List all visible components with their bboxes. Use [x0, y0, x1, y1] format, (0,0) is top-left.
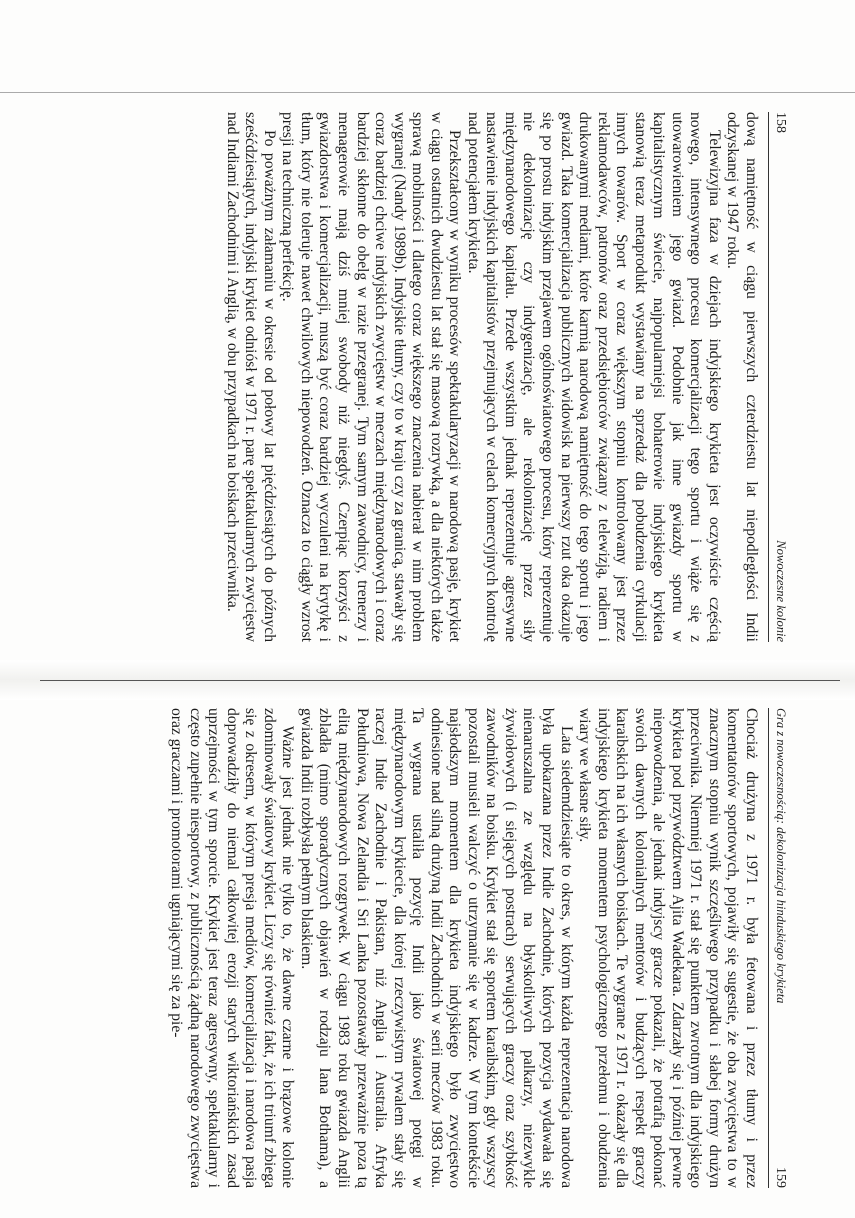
running-header: [768, 708, 788, 1188]
scan-edge-line: [0, 92, 855, 93]
paragraph: dową namiętność w ciągu pierwszych czterdziestu lat niepodległości Indii odzyskanej w 1947 roku.: [724, 112, 760, 642]
page-body: [167, 708, 761, 1188]
running-title: Gra z nowoczesnością: dekolonizacja hinduskiego krykieta: [774, 708, 788, 1004]
page-divider-line: [40, 680, 840, 681]
left-page: [48, 112, 788, 642]
paragraph: Telewizyjna faza w dziejach indyjskiego krykieta jest oczywiście częścią nowego, intensywnego procesu komercjalizacji tego sportu i wiąże się z utowarowieniem jego gwiazd. Podobnie jak inne gwiazdy sportu w kapitalistycznym świecie, najpopularniejsi bohaterowie indyjskiego krykieta stanowią teraz metaprodukt wystawiany na sprzedaż dla pobudzenia cyrkulacji innych towarów. Sport w coraz większym stopniu kontrolowany jest przez reklamodawców, patronów oraz przedsiębiorców związany z telewizją, radiem i drukowanymi mediami, które karmią narodową namiętność do tego sportu i jego gwiazd. Taka komercjalizacja publicznych widowisk na pierwszy rzut oka okazuje się po prostu indyjskim przejawem ogólnoświatowego procesu, który reprezentuje nie dekolonizację czy indygenizację, ale rekolonizację przez siły międzynarodowego kapitału. Przede wszystkim jednak reprezentuje agresywne nastawienie indyjskich kapitalistów przejmujących w celach komercyjnych kontrolę nad potencjałem krykieta.: [464, 112, 723, 642]
right-page: [48, 708, 788, 1188]
page-number: 158: [773, 112, 788, 133]
paragraph: Ważne jest jednak nie tylko to, że dawne czarne i brązowe kolonie zdominowały światowy krykiet. Liczy się również fakt, że ich triumf zbiega się z okresem, w którym presja mediów, komercjalizacja i narodowa pasja doprowadziły do niemal całkowitej erozji starych wiktoriańskich zasad uprzejmości w tym sporcie. Krykiet jest teraz agresywny, spektakularny i często zupełnie niesportowy, z publicznością żądną narodowego zwycięstwa oraz graczami i promotorami ugniającymi się za pie-: [168, 708, 297, 1188]
paragraph: Chociaż drużyna z 1971 r. była fetowana i przez tłumy i przez komentatorów sportowych, pojawiły się sugestie, że oba zwycięstwa to w znacznym stopniu wynik szczęśliwego przypadku i słabej formy drużyn przeciwnika. Niemniej 1971 r. stał się punktem zwrotnym dla indyjskiego krykieta pod przywództwem Ajita Wadekara. Zdarzały się i później pewne niepowodzenia, ale jednak indyjscy gracze pokazali, że potrafią pokonać swoich dawnych kolonialnych mentorów i budzących respekt graczy karaibskich na ich własnych boiskach. Te wygrane z 1971 r. okazały się dla indyjskiego krykieta momentem psychologicznego przełomu i obudzenia wiary we własne siły.: [576, 708, 760, 1188]
paragraph: Lata siedemdziesiąte to okres, w którym każda reprezentacja narodowa była upokarzana przez Indie Zachodnie, których pozycja wydawała się nienaruszalna ze względu na błyskotliwych palkarzy, niezwykle żywiołowych (i siejących postrach) serwujących graczy oraz szybkość zawodników na boisku. Krykiet stał się sportem karaibskim, gdy wszyscy pozostali musieli walczyć o utrzymanie się w kadrze. W tym kontekście najsłodszym momentem dla krykieta indyjskiego było zwycięstwo odniesione nad silną drużyną Indii Zachodnich w serii meczów 1983 roku. Ta wygrana ustaliła pozycję Indii jako światowej potęgi w międzynarodowym krykiecie, dla której rzeczywistym rywalem stały się raczej Indie Zachodnie i Pakistan, niż Anglia i Australia. Afryka Południowa, Nowa Zelandia i Sri Lanka pozostawały przeważnie poza tą elitą międzynarodowych rozgrywek. W ciągu 1983 roku gwiazda Anglii zbladła (mimo sporadycznych objawień w rodzaju Iana Bothama), a gwiazda Indii rozbłysła pełnym blaskiem.: [297, 708, 575, 1188]
paragraph: Przekształcony w wyniku procesów spektakularyzacji w narodową pasję, krykiet w ciągu ostatnich dwudziestu lat stał się masową rozrywką, a dla niektórych także sprawą mobilności i dlatego coraz większego znaczenia nabierał w nim problem wygranej (Nandy 1989b). Indyjskie tłumy, czy to w kraju czy za granicą, stawały się coraz bardziej chciwe indyjskich zwycięstw w meczach międzynarodowych i coraz bardziej skłonne do obelg w razie przegranej. Tym samym zawodnicy, trenerzy i menagerowie mają dziś mniej swobody niż niegdyś. Czerpiąc korzyści z gwiazdorstwa i komercjalizacji, muszą być coraz bardziej wyczuleni na krytykę i tłum, który nie toleruje nawet chwilowych niepowodzeń. Oznacza to ciągły wzrost presji na techniczną perfekcję.: [279, 112, 464, 642]
running-header: [768, 112, 788, 642]
running-title: Nowoczesne kolonie: [774, 540, 788, 642]
page-number: 159: [773, 1167, 788, 1188]
paragraph: Po poważnym załamaniu w okresie od połowy lat pięćdziesiątych do późnych sześćdziesiątych, indyjski krykiet odniósł w 1971 r. parę spektakularnych zwycięstw nad Indiami Zachodnimi i Anglią, w obu przypadkach na boiskach przeciwnika.: [223, 112, 278, 642]
page-body: [222, 112, 760, 642]
